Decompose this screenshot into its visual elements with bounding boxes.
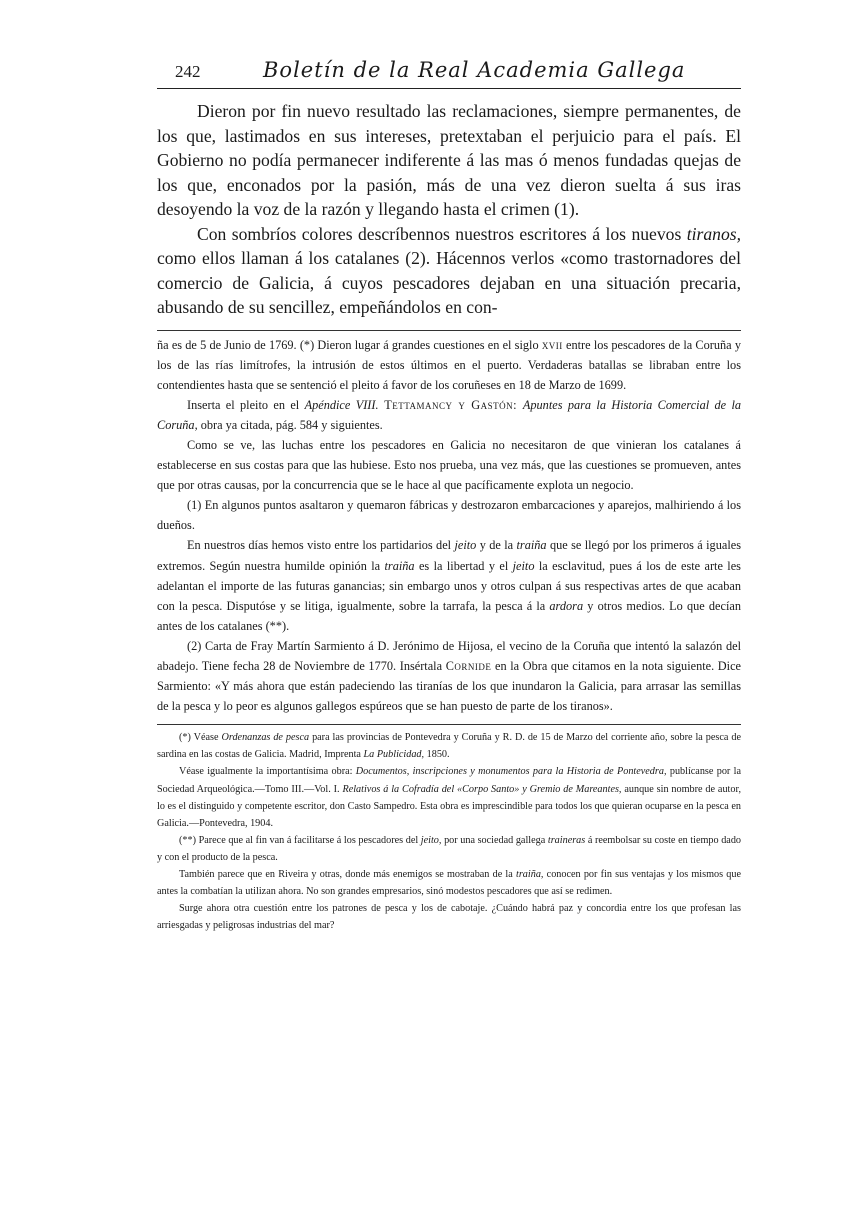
footnote-divider <box>157 330 741 331</box>
subnote-star: (*) Véase Ordenanzas de pesca para las provincias de Pontevedra y Coruña y R. D. de 15 de Marzo del corriente año, sobre la pesca de sardina en las costas de Galicia. Madrid, Imprenta La Publicidad, 1850. <box>157 732 741 761</box>
paragraph-2: Con sombríos colores descríbennos nuestros escritores á los nuevos tiranos, como ellos llaman á los catalanes (2). Hácennos verlos «como trastornadores del comercio de Galicia, á cuyos pescadores dejaban en una situación precaria, abusando de su sencillez, empeñándolos en con- <box>157 223 741 317</box>
footnote-1: (1) En algunos puntos asaltaron y quemaron fábricas y destrozaron embarcaciones y aparejos, malhiriendo á los dueños. <box>157 498 741 533</box>
footnote-paragraph: Inserta el pleito en el Apéndice VIII. Tettamancy y Gastón: Apuntes para la Historia Comercial de la Coruña, obra ya citada, pág. 584 y siguientes. <box>157 397 742 432</box>
subnote-paragraph: Véase igualmente la importantísima obra: Documentos, inscripciones y monumentos para la Historia de Pontevedra, publícanse por la Sociedad Arqueológica.—Tomo III.—Vol. I. Relativos á la Cofradía del «Corpo Santo» y Gremio de Mareantes, aunque sin nombre de autor, lo es el distinguido y competente escritor, don Casto Sampedro. Esta obra es imprescindible para todos los que quieran ocuparse en la pesca en Galicia.—Pontevedra, 1904. <box>157 766 742 829</box>
footnote-continuation: ña es de 5 de Junio de 1769. (*) Dieron lugar á grandes cuestiones en el siglo xvii entre los pescadores de la Coruña y los de las rías limítrofes, la intrusión de estos últimos en el puerto. Verdaderas batallas se libraban entre los contendientes hasta que se sentenció el pleito á favor de los coruñeses en 18 de Marzo de 1699. <box>157 337 741 392</box>
footnote-2: (2) Carta de Fray Martín Sarmiento á D. Jerónimo de Hijosa, el vecino de la Coruña que intentó la salazón del abadejo. Tiene fecha 28 de Noviembre de 1770. Insértala Cornide en la Obra que citamos en la nota siguiente. Dice Sarmiento: «Y más ahora que están padeciendo las tiranías de los que inundaron la Galicia, para arrasar las semillas de la pesca y lo peor es algunos gallegos espúreos que se han puesto de parte de los tiranos». <box>157 638 741 714</box>
subnote-divider <box>157 724 741 725</box>
journal-title: Boletín de la Real Academia Gallega <box>263 58 686 82</box>
document-page <box>157 58 741 934</box>
main-text <box>157 99 741 320</box>
running-header <box>157 58 741 89</box>
paragraph-1: Dieron por fin nuevo resultado las reclamaciones, siempre permanentes, de los que, lastimados en sus intereses, pretextaban el perjuicio para el país. El Gobierno no podía permanecer indiferente á las mas ó menos fundadas quejas de los que, enconados por la pasión, más de una vez dieron suelta á sus iras desoyendo la voz de la razón y llegando hasta el crimen (1). <box>157 101 741 219</box>
page-number: 242 <box>175 62 201 81</box>
subnotes <box>157 729 741 934</box>
subnote-paragraph: Surge ahora otra cuestión entre los patrones de pesca y los de cabotaje. ¿Cuándo habrá paz y concordia entre los que profesan las arriesgadas y peligrosas industrias del mar? <box>157 903 741 932</box>
subnote-paragraph: También parece que en Riveira y otras, donde más enemigos se mostraban de la traiña, conocen por fin sus ventajas y los mismos que antes la combatían la utilizan ahora. No son grandes empresarios, sinó modestos pescadores que así se redimen. <box>157 869 741 898</box>
footnote-paragraph: En nuestros días hemos visto entre los partidarios del jeito y de la traiña que se llegó por los primeros á iguales extremos. Según nuestra humilde opinión la traiña es la libertad y el jeito la esclavitud, pues á los de este arte les adelantan el importe de las futuras ganancias; sin embargo unos y otros culpan á sus respectivas artes de que acaban con la pesca. Disputóse y se litiga, igualmente, sobre la tarrafa, la pesca á la ardora y otros medios. Lo que decían antes de los catalanes (**). <box>157 538 741 633</box>
footnote-paragraph: Como se ve, las luchas entre los pescadores en Galicia no necesitaron de que vinieran los catalanes á establecerse en sus costas para que las hubiese. Esto nos prueba, una vez más, que las cuestiones se promueven, antes que por otras causas, por la concurrencia que se le hace al que pacíficamente explota un negocio. <box>157 437 741 493</box>
subnote-double-star: (**) Parece que al fin van á facilitarse á los pescadores del jeito, por una sociedad gallega traineras á reembolsar su coste en tiempo dado y con el producto de la pesca. <box>157 834 742 863</box>
footnotes <box>157 335 741 717</box>
